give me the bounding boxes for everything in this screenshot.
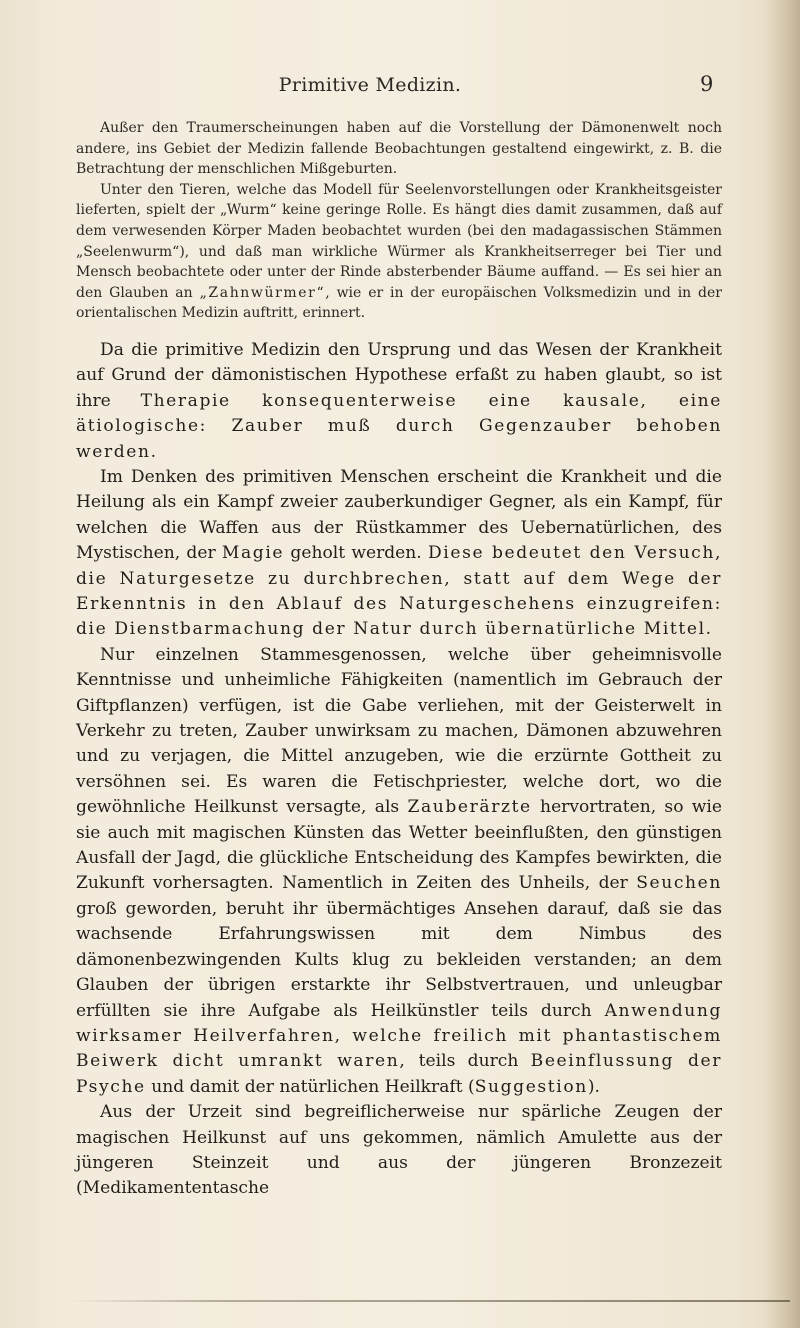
spaced-text-segment: Therapie konsequenterweise eine kausale, eine ätiologische: Zauber muß durch Gegenzauber behoben werden. <box>76 390 722 462</box>
body-text <box>76 118 722 1202</box>
spaced-text-segment: Anwendung wirksamer Heilverfahren, welche freilich mit phantastischem Beiwerk dicht umrankt waren, <box>76 1000 722 1072</box>
spaced-text-segment: Beeinflussung der Psyche <box>76 1051 722 1097</box>
page-gutter-shadow <box>764 0 800 1328</box>
text-segment: Im Denken des primitiven Menschen erscheint die Krankheit und die Heilung als ein Kampf zweier zauberkundiger Gegner, als ein Kampf, für welchen die Waffen aus der Rüstkammer des Uebernatürlichen, des Mystischen, der <box>76 466 722 564</box>
spaced-text-segment: „Zahnwürmer“ <box>199 284 326 301</box>
spaced-text-segment: Diese bedeutet den Versuch, die Naturgesetze zu durchbrechen, statt auf dem Wege der Erkenntnis in den Ablauf des Naturgeschehens einzugreifen: die Dienstbarmachung der Natur durch übernatürliche Mittel. <box>76 543 722 640</box>
paragraph-gap <box>76 324 722 338</box>
spaced-text-segment: Seuchen <box>636 873 722 894</box>
paragraph-3 <box>76 338 722 465</box>
paragraph-1 <box>76 118 722 180</box>
text-segment: teils durch <box>406 1051 531 1072</box>
page-number: 9 <box>700 72 714 96</box>
text-segment: Da die primitive Medizin den Ursprung und das Wesen der Krankheit auf Grund der dämonistischen Hypothese erfaßt zu haben glaubt, so ist ihre <box>76 339 722 411</box>
text-segment: , wie er in der europäischen Volksmedizin und in der orientalischen Medizin auftritt, erinnert. <box>76 284 723 322</box>
paragraph-6 <box>76 1100 722 1202</box>
text-segment: Außer den Traumerscheinungen haben auf die Vorstellung der Dämonenwelt noch andere, ins Gebiet der Medizin fallende Beobachtungen gestaltend eingewirkt, z. B. die Betrachtung der menschlichen Mißgeburten. <box>76 120 722 178</box>
bottom-page-edge <box>70 1300 790 1302</box>
running-title: Primitive Medizin. <box>278 74 462 96</box>
text-segment: Nur einzelnen Stammesgenossen, welche über geheimnisvolle Kenntnisse und unheimliche Fähigkeiten (namentlich im Gebrauch der Giftpflanzen) verfügen, ist die Gabe verliehen, mit der Geisterwelt in Verkehr zu treten, Zauber unwirksam zu machen, Dämonen abzuwehren und zu verjagen, die Mittel anzugeben, wie die erzürnte Gottheit zu versöhnen sei. Es waren die Fetischpriester, welche dort, wo die gewöhnliche Heilkunst versagte, als <box>76 644 722 818</box>
paragraph-4 <box>76 465 722 643</box>
text-segment: groß geworden, beruht ihr übermächtiges Ansehen darauf, daß sie das wachsende Erfahrungswissen mit dem Nimbus des dämonenbezwingenden Kults klug zu bekleiden verstanden; an dem Glauben der übrigen erstarkte ihr Selbstvertrauen, und unleugbar erfüllten sie ihre Aufgabe als Heilkünstler teils durch <box>76 898 722 1021</box>
spaced-text-segment: Magie <box>221 543 285 564</box>
text-segment: geholt werden. <box>284 543 428 564</box>
paragraph-5 <box>76 643 722 1100</box>
text-segment: Unter den Tieren, welche das Modell für Seelenvorstellungen oder Krankheitsgeister lieferten, spielt der „Wurm“ keine geringe Rolle. Es hängt dies damit zusammen, daß auf dem verwesenden Körper Maden beobachtet wurden (bei den madagassischen Stämmen „Seelenwurm“), und daß man wirkliche Würmer als Krankheitserreger bei Tier und Mensch beobachtete oder unter der Rinde absterbender Bäume auffand. — Es sei hier an den Glauben an <box>76 181 722 301</box>
text-segment: ). <box>587 1076 600 1097</box>
page-header <box>0 60 800 100</box>
text-segment: Aus der Urzeit sind begreiflicherweise nur spärliche Zeugen der magischen Heilkunst auf uns gekommen, nämlich Amulette aus der jüngeren Steinzeit und aus der jüngeren Bronzezeit (Medikamententasche <box>76 1102 722 1199</box>
text-segment: hervortraten, so wie sie auch mit magischen Künsten das Wetter beeinflußten, den günstigen Ausfall der Jagd, die glückliche Entscheidung des Kampfes bewirkten, die Zukunft vorhersagten. Namentlich in Zeiten des Unheils, der <box>76 797 723 894</box>
spaced-text-segment: Zauberärzte <box>407 797 532 818</box>
text-segment: und damit der natürlichen Heilkraft ( <box>145 1076 475 1097</box>
spaced-text-segment: Suggestion <box>474 1076 588 1097</box>
paragraph-2 <box>76 180 722 324</box>
